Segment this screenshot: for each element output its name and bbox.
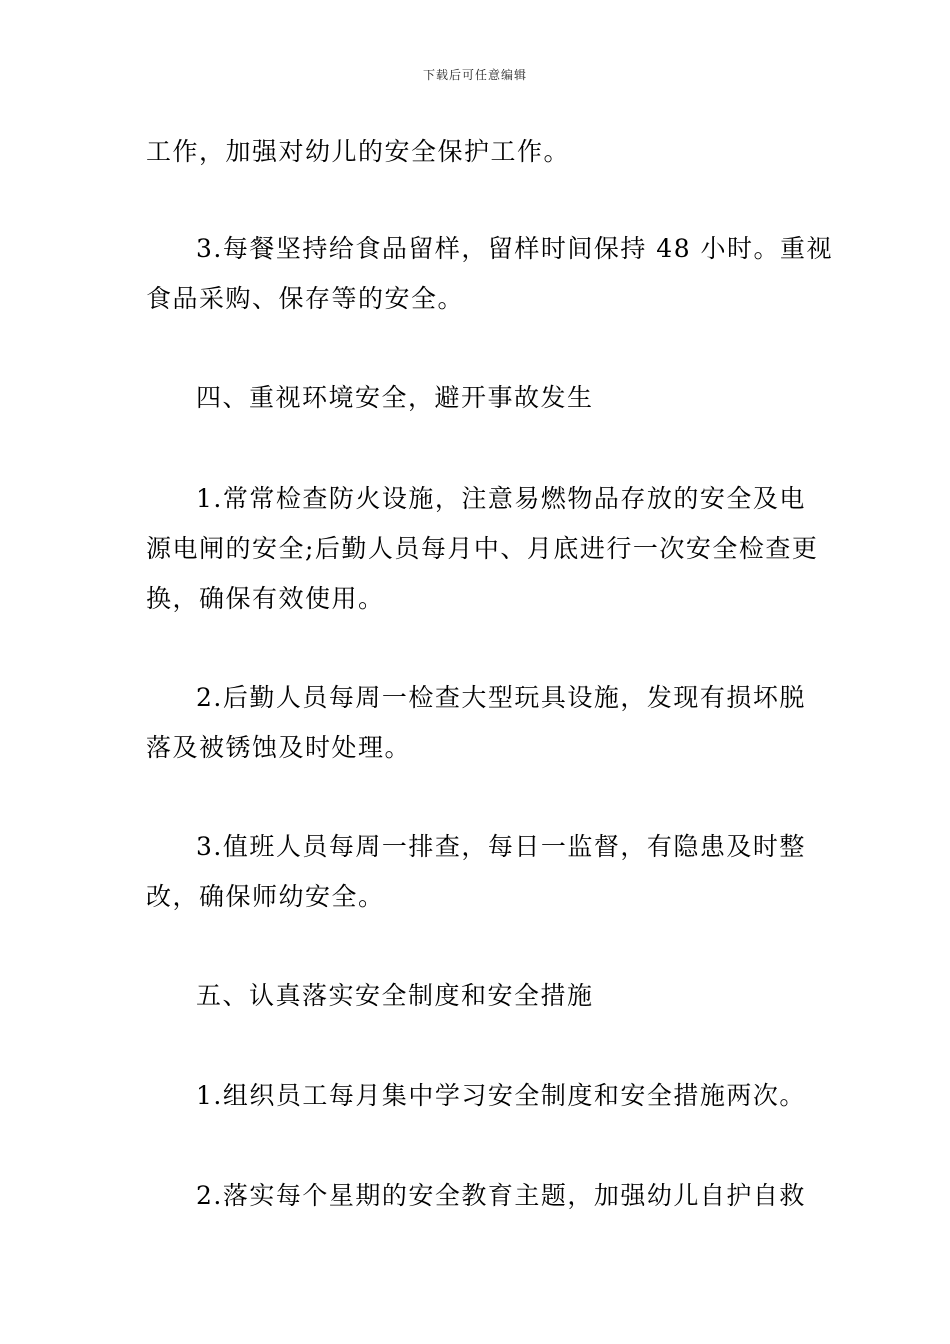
paragraph-line: 落及被锈蚀及时处理。: [146, 733, 412, 762]
paragraph-line: 工作，加强对幼儿的安全保护工作。: [146, 137, 571, 166]
paragraph-line: 3.值班人员每周一排查，每日一监督，有隐患及时整: [196, 832, 806, 861]
paragraph-line: 3.每餐坚持给食品留样，留样时间保持 48 小时。重视: [196, 234, 834, 263]
paragraph-line: 食品采购、保存等的安全。: [146, 284, 465, 313]
paragraph-line: 1.组织员工每月集中学习安全制度和安全措施两次。: [196, 1081, 806, 1110]
paragraph-line: 2.后勤人员每周一检查大型玩具设施，发现有损坏脱: [196, 683, 806, 712]
paragraph-line: 换，确保有效使用。: [146, 584, 385, 613]
section-heading: 五、认真落实安全制度和安全措施: [196, 981, 594, 1010]
paragraph-line: 改，确保师幼安全。: [146, 882, 385, 911]
page-header: 下载后可任意编辑: [422, 68, 527, 82]
section-heading: 四、重视环境安全，避开事故发生: [196, 383, 594, 412]
paragraph-line: 源电闸的安全;后勤人员每月中、月底进行一次安全检查更: [146, 534, 819, 563]
paragraph-line: 2.落实每个星期的安全教育主题，加强幼儿自护自救: [196, 1181, 806, 1210]
paragraph-line: 1.常常检查防火设施，注意易燃物品存放的安全及电: [196, 484, 806, 513]
